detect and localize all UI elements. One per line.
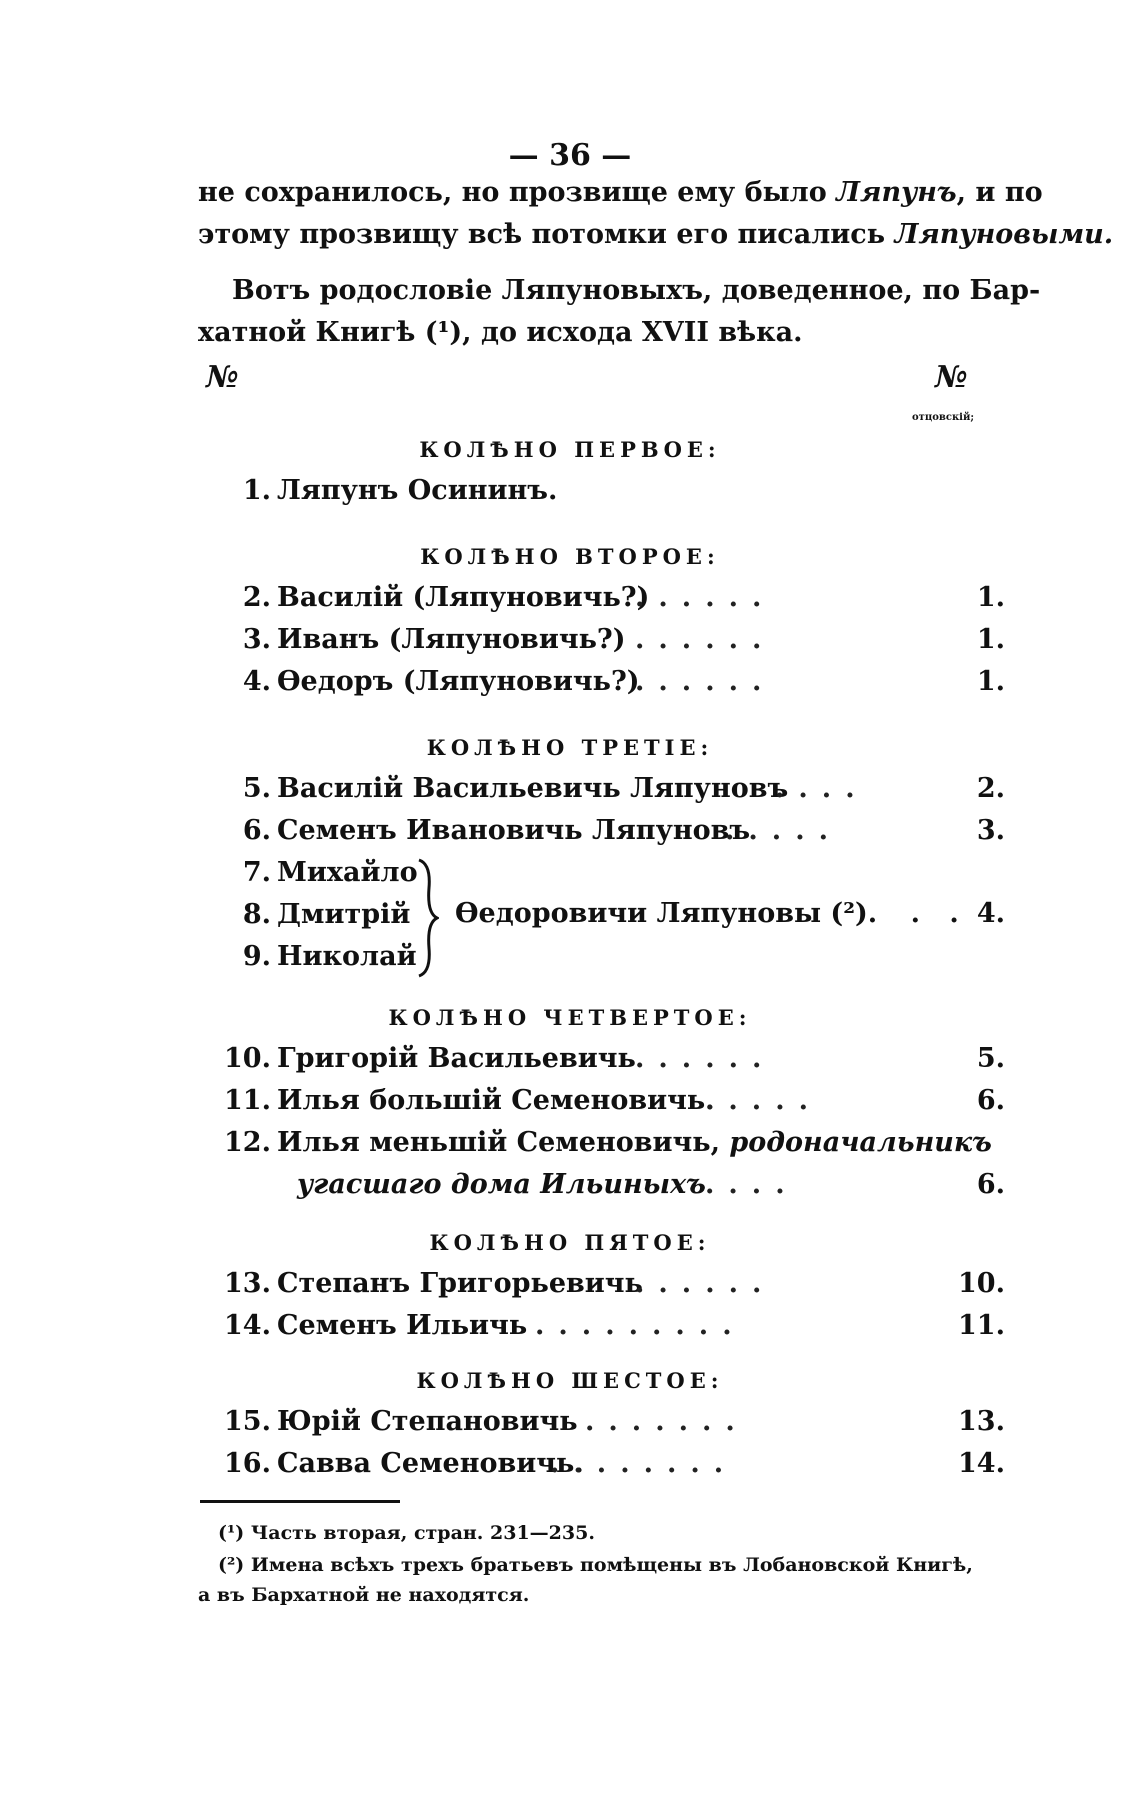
genealogy-row xyxy=(205,773,1005,813)
intro-text-1a: не сохранилось, но прозвище ему было xyxy=(198,177,837,208)
entry-name: Юрій Степановичь xyxy=(277,1406,578,1437)
intro-line-1 xyxy=(198,172,1043,214)
entry-number: 8. xyxy=(242,899,271,930)
generation-title: КОЛѢНО ВТОРОЕ: xyxy=(420,544,720,569)
entry-number: 9. xyxy=(242,941,271,972)
entry-name: Ѳедоръ (Ляпуновичь?) xyxy=(277,666,640,697)
curly-brace-icon xyxy=(415,858,439,978)
entry-name: Савва Семеновичь. xyxy=(277,1448,584,1479)
genealogy-row xyxy=(205,815,1005,855)
genealogy-row xyxy=(205,941,1005,981)
father-number: 6. xyxy=(976,1169,1005,1200)
entry-number: 11. xyxy=(224,1085,271,1116)
entry-number: 10. xyxy=(224,1043,271,1074)
leader-dots: .... xyxy=(705,1169,799,1200)
genealogy-row xyxy=(205,1127,1005,1167)
entry-name: Степанъ Григорьевичь xyxy=(277,1268,643,1299)
genealogy-row xyxy=(205,582,1005,622)
generation-title: КОЛѢНО ЧЕТВЕРТОЕ: xyxy=(388,1005,752,1030)
entry-name: Григорій Васильевичь xyxy=(277,1043,636,1074)
entry-number: 1. xyxy=(242,475,271,506)
entry-number: 7. xyxy=(242,857,271,888)
genealogy-row xyxy=(205,1406,1005,1446)
entry-number: 3. xyxy=(242,624,271,655)
leader-dots: ....... xyxy=(585,1406,749,1437)
entry-name: Василій Васильевичь Ляпуновъ xyxy=(277,773,789,804)
father-number: 3. xyxy=(976,815,1005,846)
father-number: 13. xyxy=(958,1406,1005,1437)
entry-name-main: Илья меньшій Семеновичь, xyxy=(277,1127,730,1158)
footnote-rule xyxy=(200,1500,400,1503)
intro-text-2a: этому прозвищу всѣ потомки его писались xyxy=(198,219,895,250)
intro-text-1c: , и по xyxy=(956,177,1043,208)
leader-dots: .... xyxy=(775,773,869,804)
genealogy-row xyxy=(205,666,1005,706)
brothers-group-text xyxy=(455,898,969,929)
entry-name: Илья большій Семеновичь. xyxy=(277,1085,715,1116)
entry-name: Дмитрій xyxy=(277,899,411,930)
column-header-father-number: № xyxy=(935,360,968,395)
leader-dots: ...... xyxy=(635,624,776,655)
generation-title: КОЛѢНО ПЕРВОЕ: xyxy=(419,437,721,462)
genealogy-row xyxy=(205,1085,1005,1125)
genealogy-row xyxy=(205,624,1005,664)
intro-line-2 xyxy=(198,214,1114,256)
genealogy-row xyxy=(205,1043,1005,1083)
father-number: 11. xyxy=(958,1310,1005,1341)
column-header-number: № xyxy=(206,360,239,395)
genealogy-row xyxy=(205,1448,1005,1488)
entry-number: 16. xyxy=(224,1448,271,1479)
entry-name: Ляпунъ Осининъ. xyxy=(277,475,558,506)
entry-name: Михайло xyxy=(277,857,418,888)
footnote-2: (²) Имена всѣхъ трехъ братьевъ помѣщены въ Лобановской Книгѣ, xyxy=(218,1554,973,1576)
entry-name: Николай xyxy=(277,941,417,972)
father-number: 1. xyxy=(976,666,1005,697)
page-number: — 36 — xyxy=(508,138,632,173)
entry-number: 12. xyxy=(224,1127,271,1158)
footnote-2-continuation: а въ Бархатной не находятся. xyxy=(198,1584,530,1606)
leader-dots: ........ xyxy=(550,1448,738,1479)
entry-name: Иванъ (Ляпуновичь?) xyxy=(277,624,626,655)
entry-name: Василій (Ляпуновичь?) xyxy=(277,582,650,613)
leader-dots: ......... xyxy=(535,1310,746,1341)
entry-name-italic: родоначальникъ xyxy=(729,1127,992,1158)
leader-dots: ...... xyxy=(635,1043,776,1074)
father-number: 1. xyxy=(976,624,1005,655)
intro-text-2b: Ляпуновыми. xyxy=(894,219,1114,250)
father-number: 2. xyxy=(976,773,1005,804)
entry-name-continuation: угасшаго дома Ильиныхъ xyxy=(297,1169,706,1200)
genealogy-row-continuation xyxy=(205,1169,1005,1209)
brothers-group-label: Ѳедоровичи Ляпуновы (²). xyxy=(455,898,878,929)
father-number: 6. xyxy=(976,1085,1005,1116)
entry-name: Семенъ Ильичь xyxy=(277,1310,528,1341)
entry-number: 6. xyxy=(242,815,271,846)
leader-dots: . . xyxy=(910,898,969,929)
leader-dots: ...... xyxy=(635,666,776,697)
intro-text-1b: Ляпунъ xyxy=(836,177,957,208)
entry-number: 5. xyxy=(242,773,271,804)
entry-number: 4. xyxy=(242,666,271,697)
father-number: 1. xyxy=(976,582,1005,613)
generation-title: КОЛѢНО ТРЕТІЕ: xyxy=(426,735,714,760)
entry-name: Семенъ Ивановичь Ляпуновъ xyxy=(277,815,751,846)
intro-line-3: Вотъ родословіе Ляпуновыхъ, доведенное, по Бар- xyxy=(232,275,1041,306)
leader-dots: ..... xyxy=(705,1085,822,1116)
entry-name xyxy=(277,1127,992,1158)
father-number: 4. xyxy=(976,898,1005,929)
leader-dots: ...... xyxy=(635,582,776,613)
leader-dots: ...... xyxy=(635,1268,776,1299)
father-number: 5. xyxy=(976,1043,1005,1074)
genealogy-row xyxy=(205,1310,1005,1350)
entry-number: 2. xyxy=(242,582,271,613)
leader-dots: ..... xyxy=(725,815,842,846)
father-number: 10. xyxy=(958,1268,1005,1299)
column-header-father-label: отцовскій; xyxy=(912,412,975,423)
father-number: 14. xyxy=(958,1448,1005,1479)
genealogy-row xyxy=(205,475,1005,515)
generation-title: КОЛѢНО ПЯТОЕ: xyxy=(429,1230,711,1255)
genealogy-row xyxy=(205,1268,1005,1308)
entry-number: 15. xyxy=(224,1406,271,1437)
generation-title: КОЛѢНО ШЕСТОЕ: xyxy=(416,1368,724,1393)
footnote-1: (¹) Часть вторая, стран. 231—235. xyxy=(218,1522,595,1544)
genealogy-row xyxy=(205,857,1005,897)
intro-line-4: хатной Книгѣ (¹), до исхода XVII вѣка. xyxy=(198,317,803,348)
entry-number: 13. xyxy=(224,1268,271,1299)
entry-number: 14. xyxy=(224,1310,271,1341)
